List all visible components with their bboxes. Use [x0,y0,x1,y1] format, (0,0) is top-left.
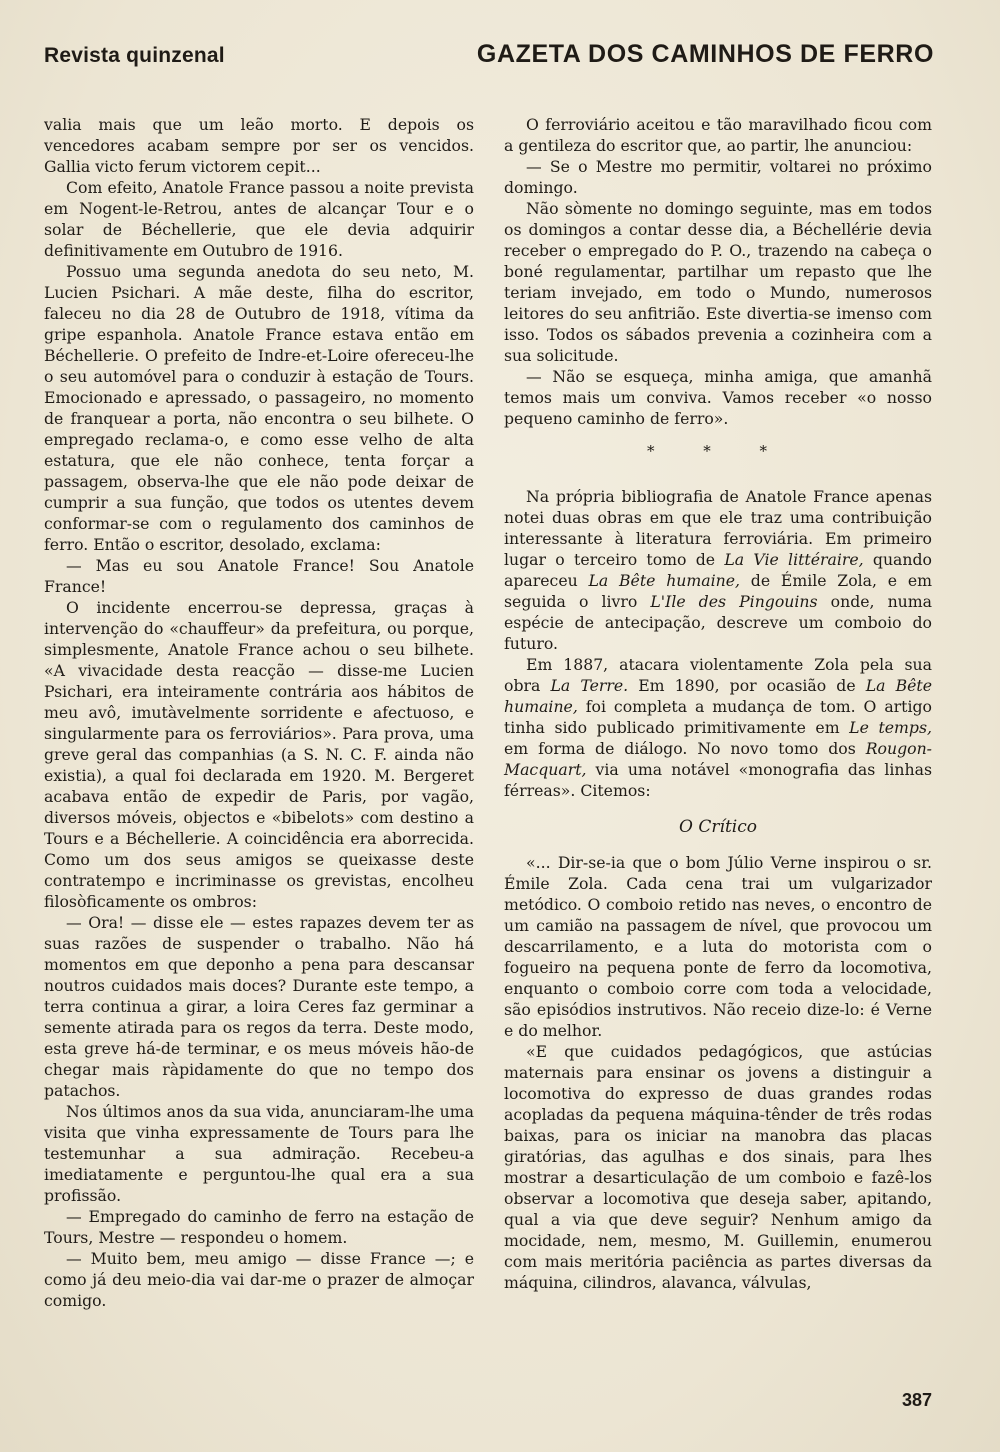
paragraph: — Empregado do caminho de ferro na estação de Tours, Mestre — respondeu o homem. [44,1207,474,1247]
header-left-title: Revista quinzenal [44,44,225,67]
paragraph: — Mas eu sou Anatole France! Sou Anatole France! [44,556,474,596]
paragraph: — Se o Mestre mo permitir, voltarei no próximo domingo. [504,157,932,197]
text: quando apareceu [504,550,932,590]
paragraph: O ferroviário aceitou e tão maravilhado ficou com a gentileza do escritor que, ao partir, lhe anunciou: [504,115,932,155]
book-title: La Bête humaine, [504,676,933,716]
book-title: La Vie littéraire, [724,550,864,569]
paragraph [504,654,932,801]
text: de Émile Zola, e em seguida o livro [504,571,932,611]
paragraph: «E que cuidados pedagógicos, que astúcias maternais para ensinar os jovens a distinguir a locomotiva do expresso de duas grandes rodas acopladas da pequena máquina-tênder de três rodas baixas, para os iniciar na manobra das placas giratórias, das agulhas e dos sinais, para lhes mostrar a desarticulação de um comboio e fazê-los observar a locomotiva que deseja saber, apitando, qual a via que deve seguir? Nenhum amigo da mocidade, nem, mesmo, M. Guillemin, enumerou com mais meritória paciência as partes diversas da máquina, cilindros, alavanca, válvulas, [504,1042,932,1292]
paragraph [504,486,932,654]
text: foi completa a mudança de tom. O artigo tinha sido publicado primitivamente em [504,697,932,737]
text: Em 1890, por ocasião de [628,676,866,695]
book-title: Le temps, [849,718,932,737]
paragraph: O incidente encerrou-se depressa, graças à intervenção do «chauffeur» da prefeitura, ou porque, simplesmente, Anatole France achou o seu bilhete. «A vivacidade desta reacção — disse-me Lucien Psichari, era inteiramente contrária aos hábitos de meu avô, imutàvelmente sorridente e afectuoso, e singularmente para os ferroviários». Para prova, uma greve geral das companhias (a S. N. C. F. ainda não existia), a qual foi declarada em 1920. M. Bergeret acabava então de expedir de Paris, por vagão, diversos móveis, objectos e «bibelots» com destino a Tours e a Béchellerie. A coincidência era aborrecida. Como um dos seus amigos se queixasse deste contratempo e incriminasse os grevistas, encolheu filosòficamente os ombros: [44,598,474,911]
paragraph: «... Dir-se-ia que o bom Júlio Verne inspirou o sr. Émile Zola. Cada cena trai um vulgarizador metódico. O comboio retido nas neves, o encontro de um camião na passagem de nível, que provocou um descarrilamento, e a luta do motorista com o fogueiro na pequena ponte de ferro da locomotiva, enquanto o comboio corre com toda a velocidade, são episódios instrutivos. Não receio dize-lo: é Verne e do melhor. [504,853,932,1040]
left-column [44,114,474,1311]
page-number: 387 [901,1390,932,1410]
header-right-title: GAZETA DOS CAMINHOS DE FERRO [476,40,934,68]
section-separator: * * * [646,442,790,460]
right-column [504,114,932,1293]
text: via uma notável «monografia das linhas férreas». Citemos: [504,760,932,800]
paragraph: — Ora! — disse ele — estes rapazes devem ter as suas razões de suspender o trabalho. Não há momentos em que deponho a pena para descansar noutros cuidados mais doces? Durante este tempo, a terra continua a girar, a loira Ceres faz germinar a semente atirada para os regos da terra. Deste modo, esta greve há-de terminar, e os meus móveis hão-de chegar mais ràpidamente do que no tempo dos patachos. [44,913,474,1100]
text: em forma de diálogo. No novo tomo dos [504,739,866,758]
paragraph: — Muito bem, meu amigo — disse France —; e como já deu meio-dia vai dar-me o prazer de almoçar comigo. [44,1249,474,1310]
section-subheading: O Crítico [679,817,757,837]
paragraph: Não sòmente no domingo seguinte, mas em todos os domingos a contar desse dia, a Béchellérie devia receber o empregado do P. O., trazendo na cabeça o boné regulamentar, partilhar um repasto que lhe teriam invejado, em todo o Mundo, numerosos leitores do seu anfitrião. Este divertia-se imenso com isso. Todos os sábados prevenia a cozinheira com a sua solicitude. [504,199,932,365]
running-header [44,40,934,74]
book-title: La Bête humaine, [588,571,741,590]
book-title: Rougon-Macquart, [504,739,932,779]
paragraph: Possuo uma segunda anedota do seu neto, M. Lucien Psichari. A mãe deste, filha do escritor, faleceu no dia 28 de Outubro de 1918, vítima da gripe espanhola. Anatole France estava então em Béchellerie. O prefeito de Indre-et-Loire ofereceu-lhe o seu automóvel para o conduzir à estação de Tours. Emocionado e apressado, o passageiro, no momento de franquear a porta, não encontra o seu bilhete. O empregado reclama-o, e como esse velho de alta estatura, que ele não conhece, tenta forçar a passagem, observa-lhe que ele não pode deixar de cumprir a sua função, que todos os utentes devem conformar-se com o regulamento dos caminhos de ferro. Então o escritor, desolado, exclama: [44,262,474,554]
book-title: L'Ile des Pingouins [650,592,818,611]
paragraph: — Não se esqueça, minha amiga, que amanhã temos mais um conviva. Vamos receber «o nosso pequeno caminho de ferro». [504,367,932,428]
book-title: La Terre. [550,676,629,695]
text: Na própria bibliografia de Anatole France apenas notei duas obras em que ele traz uma contribuição interessante à literatura ferroviária. Em primeiro lugar o terceiro tomo de [504,487,932,569]
text: Em 1887, atacara violentamente Zola pela sua obra [504,655,932,695]
text: onde, numa espécie de antecipação, descreve um comboio do futuro. [504,592,933,653]
paragraph: Com efeito, Anatole France passou a noite prevista em Nogent-le-Retrou, antes de alcançar Tour e o solar de Béchellerie, que ele devia adquirir definitivamente em Outubro de 1916. [44,178,474,260]
paragraph: Nos últimos anos da sua vida, anunciaram-lhe uma visita que vinha expressamente de Tours para lhe testemunhar a sua admiração. Recebeu-a imediatamente e perguntou-lhe qual era a sua profissão. [44,1102,474,1205]
paragraph: valia mais que um leão morto. E depois os vencedores acabam sempre por ser os vencidos. Gallia victo ferum victorem cepit... [44,115,474,176]
